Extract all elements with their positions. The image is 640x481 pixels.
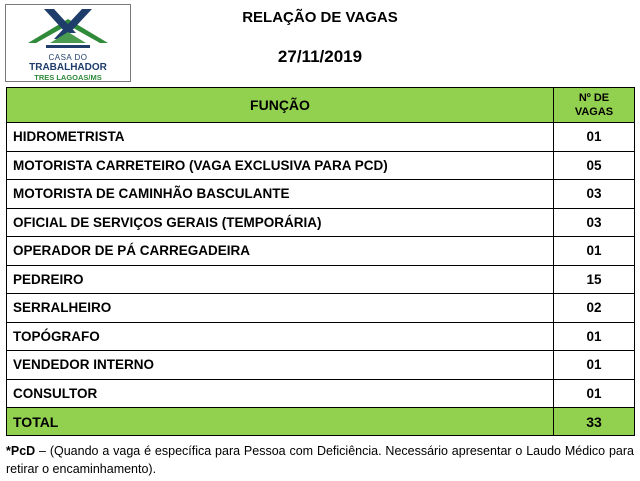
column-header-function: FUNÇÃO (7, 88, 554, 123)
page-date: 27/11/2019 (277, 47, 363, 66)
job-openings-table (6, 87, 635, 436)
count-cell: 01 (554, 379, 635, 408)
function-cell: OFICIAL DE SERVIÇOS GERAIS (TEMPORÁRIA) (7, 208, 554, 237)
table-row (7, 294, 635, 323)
column-header-count-line2: VAGAS (574, 106, 614, 118)
function-cell: TOPÓGRAFO (7, 322, 554, 351)
function-cell: CONSULTOR (7, 379, 554, 408)
table-row (7, 151, 635, 180)
table-total-row (7, 408, 635, 436)
casa-do-trabalhador-logo (5, 4, 131, 82)
footnote-text: – (Quando a vaga é específica para Pessoa com Deficiência. Necessário apresentar o Laudo Médico para retirar o encaminhamento). (6, 444, 634, 476)
count-cell: 15 (554, 265, 635, 294)
table-row (7, 379, 635, 408)
table-row (7, 265, 635, 294)
table-row (7, 351, 635, 380)
table-row (7, 208, 635, 237)
page-title: RELAÇÃO DE VAGAS (242, 9, 398, 26)
total-label: TOTAL (7, 408, 554, 436)
function-cell: MOTORISTA DE CAMINHÃO BASCULANTE (7, 180, 554, 209)
count-cell: 05 (554, 151, 635, 180)
house-logo-icon (6, 5, 130, 55)
logo-line-3: TRES LAGOAS/MS (34, 73, 102, 82)
count-cell: 01 (554, 123, 635, 152)
count-cell: 03 (554, 208, 635, 237)
function-cell: SERRALHEIRO (7, 294, 554, 323)
table-header-row (7, 88, 635, 123)
table-row (7, 123, 635, 152)
count-cell: 01 (554, 322, 635, 351)
function-cell: OPERADOR DE PÁ CARREGADEIRA (7, 237, 554, 266)
logo-line-1: CASA DO (48, 53, 88, 62)
footnote (6, 442, 634, 478)
count-cell: 01 (554, 237, 635, 266)
table-row (7, 237, 635, 266)
function-cell: PEDREIRO (7, 265, 554, 294)
function-cell: MOTORISTA CARRETEIRO (VAGA EXCLUSIVA PARA PCD) (7, 151, 554, 180)
footnote-term: *PcD (6, 444, 36, 458)
function-cell: HIDROMETRISTA (7, 123, 554, 152)
column-header-count (554, 88, 635, 123)
count-cell: 01 (554, 351, 635, 380)
count-cell: 03 (554, 180, 635, 209)
function-cell: VENDEDOR INTERNO (7, 351, 554, 380)
column-header-count-line1: Nº DE (578, 92, 610, 104)
table-row (7, 180, 635, 209)
table-row (7, 322, 635, 351)
count-cell: 02 (554, 294, 635, 323)
logo-line-2: TRABALHADOR (29, 62, 107, 73)
total-value: 33 (554, 408, 635, 436)
page-header (0, 0, 640, 86)
